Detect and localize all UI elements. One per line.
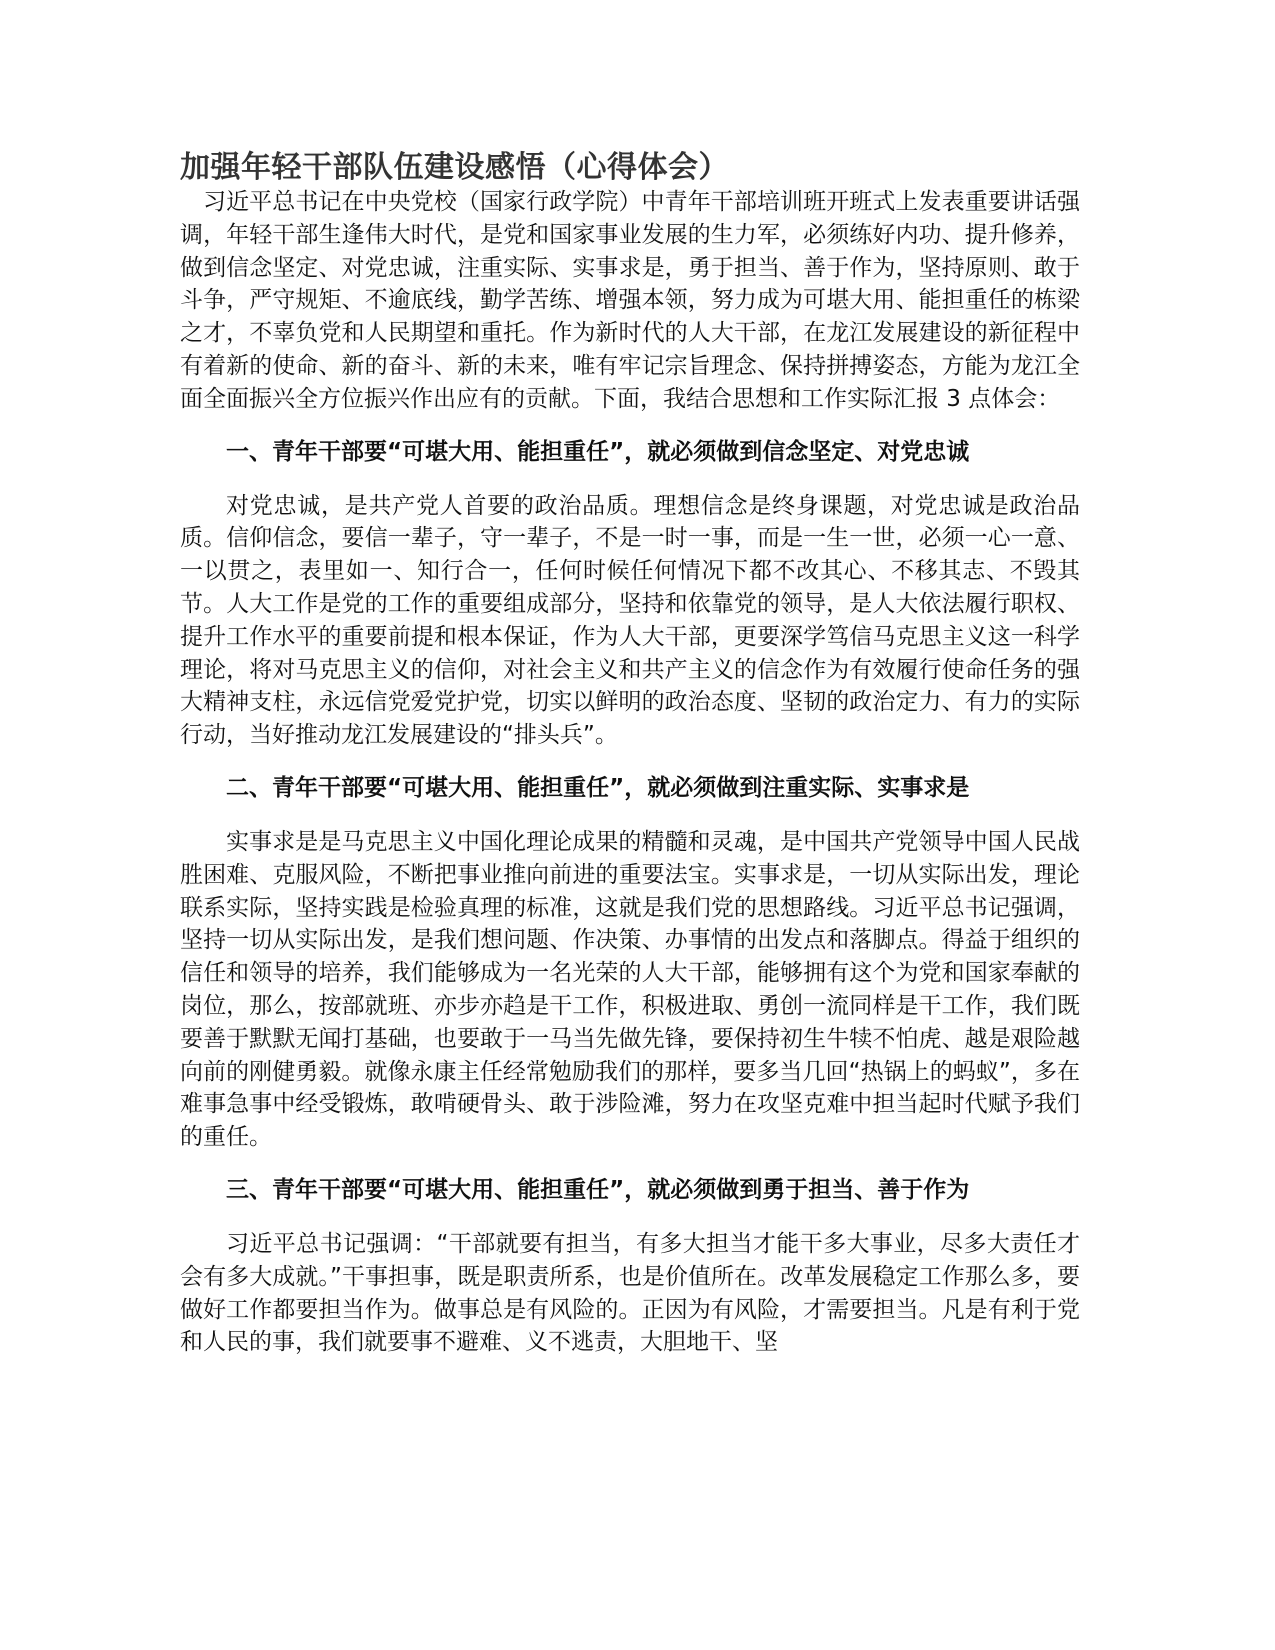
intro-paragraph: 习近平总书记在中央党校（国家行政学院）中青年干部培训班开班式上发表重要讲话强调，年轻干部生逢伟大时代，是党和国家事业发展的生力军，必须练好内功、提升修养，做到信念坚定、对党忠诚，注重实际、实事求是，勇于担当、善于作为，坚持原则、敢于斗争，严守规矩、不逾底线，勤学苦练、增强本领，努力成为可堪大用、能担重任的栋梁之才，不辜负党和人民期望和重托。作为新时代的人大干部，在龙江发展建设的新征程中有着新的使命、新的奋斗、新的未来，唯有牢记宗旨理念、保持拼搏姿态，方能为龙江全面全面振兴全方位振兴作出应有的贡献。下面，我结合思想和工作实际汇报 3 点体会： xyxy=(180,189,1080,412)
section-heading: 二、青年干部要“可堪大用、能担重任”，就必须做到注重实际、实事求是 xyxy=(226,774,970,801)
section-heading: 三、青年干部要“可堪大用、能担重任”，就必须做到勇于担当、善于作为 xyxy=(226,1176,970,1203)
section-body: 对党忠诚，是共产党人首要的政治品质。理想信念是终身课题，对党忠诚是政治品质。信仰信念，要信一辈子，守一辈子，不是一时一事，而是一生一世，必须一心一意、一以贯之，表里如一、知行合一，任何时候任何情况下都不改其心、不移其志、不毁其节。人大工作是党的工作的重要组成部分，坚持和依靠党的领导，是人大依法履行职权、提升工作水平的重要前提和根本保证，作为人大干部，更要深学笃信马克思主义这一科学理论，将对马克思主义的信仰，对社会主义和共产主义的信念作为有效履行使命任务的强大精神支柱，永远信党爱党护党，切实以鲜明的政治态度、坚韧的政治定力、有力的实际行动，当好推动龙江发展建设的“排头兵”。 xyxy=(180,492,1080,749)
section-3 xyxy=(180,1174,1080,1359)
section-body: 习近平总书记强调：“干部就要有担当，有多大担当才能干多大事业，尽多大责任才会有多大成就。”干事担事，既是职责所系，也是价值所在。改革发展稳定工作那么多，要做好工作都要担当作为。做事总是有风险的。正因为有风险，才需要担当。凡是有利于党和人民的事，我们就要事不避难、义不逃责，大胆地干、坚 xyxy=(180,1230,1080,1356)
section-heading: 一、青年干部要“可堪大用、能担重任”，就必须做到信念坚定、对党忠诚 xyxy=(226,438,970,465)
document-page xyxy=(180,150,1080,1359)
section-body: 实事求是是马克思主义中国化理论成果的精髓和灵魂，是中国共产党领导中国人民战胜困难、克服风险，不断把事业推向前进的重要法宝。实事求是，一切从实际出发，理论联系实际，坚持实践是检验真理的标准，这就是我们党的思想路线。习近平总书记强调，坚持一切从实际出发，是我们想问题、作决策、办事情的出发点和落脚点。得益于组织的信任和领导的培养，我们能够成为一名光荣的人大干部，能够拥有这个为党和国家奉献的岗位，那么，按部就班、亦步亦趋是干工作，积极进取、勇创一流同样是干工作，我们既要善于默默无闻打基础，也要敢于一马当先做先锋，要保持初生牛犊不怕虎、越是艰险越向前的刚健勇毅。就像永康主任经常勉励我们的那样，要多当几回“热锅上的蚂蚁”，多在难事急事中经受锻炼，敢啃硬骨头、敢于涉险滩，努力在攻坚克难中担当起时代赋予我们的重任。 xyxy=(180,828,1080,1151)
document-title: 加强年轻干部队伍建设感悟（心得体会） xyxy=(180,150,729,185)
section-1 xyxy=(180,436,1080,752)
section-2 xyxy=(180,772,1080,1154)
